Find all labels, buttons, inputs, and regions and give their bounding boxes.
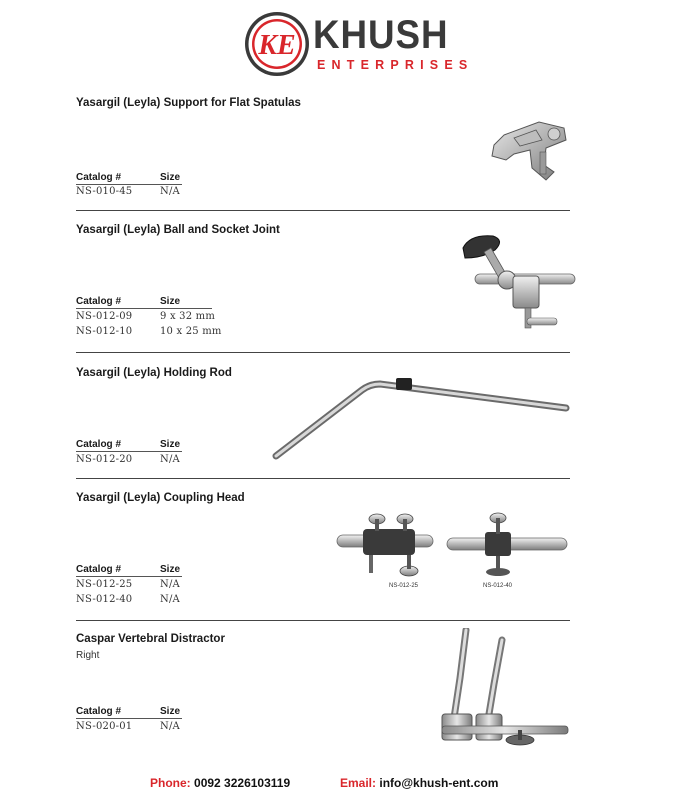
ball-socket-joint-image (455, 218, 580, 343)
company-logo (243, 10, 474, 78)
size-header: Size (160, 296, 181, 307)
ke-monogram-badge (243, 10, 311, 78)
catalog-cell: NS-012-09 (76, 311, 133, 322)
catalog-header: Catalog # (76, 172, 122, 183)
size-header: Size (160, 564, 181, 575)
size-cell: N/A (160, 186, 180, 197)
catalog-header: Catalog # (76, 564, 122, 575)
coupling-head-25-image (335, 505, 435, 580)
catalog-cell: NS-012-20 (76, 454, 133, 465)
product-title: Yasargil (Leyla) Ball and Socket Joint (76, 224, 280, 236)
section-divider (76, 210, 570, 211)
size-cell: N/A (160, 594, 180, 605)
logo-monogram-text: KE (258, 30, 296, 61)
size-cell: N/A (160, 721, 180, 732)
catalog-cell: NS-012-10 (76, 326, 133, 337)
image-caption: NS-012-25 (389, 583, 419, 589)
size-cell: N/A (160, 579, 180, 590)
product-title: Yasargil (Leyla) Support for Flat Spatulas (76, 97, 301, 109)
header-underline (76, 576, 182, 577)
header-underline (76, 451, 182, 452)
size-cell: 10 x 25 mm (160, 326, 222, 337)
size-header: Size (160, 172, 181, 183)
email-address[interactable]: info@khush-ent.com (379, 776, 499, 790)
size-header: Size (160, 706, 181, 717)
logo-tagline: ENTERPRISES (317, 58, 474, 72)
size-cell: 9 x 32 mm (160, 311, 216, 322)
section-divider (76, 620, 570, 621)
holding-rod-image (270, 372, 572, 464)
catalog-cell: NS-012-25 (76, 579, 133, 590)
product-subtitle: Right (76, 650, 100, 661)
product-title: Yasargil (Leyla) Holding Rod (76, 367, 232, 379)
email-label: Email: (340, 776, 377, 790)
header-underline (76, 184, 182, 185)
catalog-cell: NS-020-01 (76, 721, 133, 732)
size-cell: N/A (160, 454, 180, 465)
vertebral-distractor-image (432, 628, 572, 758)
catalog-cell: NS-012-40 (76, 594, 133, 605)
catalog-header: Catalog # (76, 296, 122, 307)
section-divider (76, 352, 570, 353)
image-caption: NS-012-40 (483, 583, 513, 589)
footer-phone (150, 776, 290, 790)
phone-number[interactable]: 0092 3226103119 (194, 776, 291, 790)
section-divider (76, 478, 570, 479)
product-title: Caspar Vertebral Distractor (76, 633, 225, 645)
logo-name: KHUSH (313, 13, 449, 57)
catalog-cell: NS-010-45 (76, 186, 133, 197)
catalog-header: Catalog # (76, 439, 122, 450)
coupling-head-40-image (445, 508, 570, 580)
footer-email (340, 776, 498, 790)
catalog-header: Catalog # (76, 706, 122, 717)
header-underline (76, 308, 212, 309)
header-underline (76, 718, 182, 719)
spatula-support-image (484, 110, 574, 185)
size-header: Size (160, 439, 181, 450)
product-title: Yasargil (Leyla) Coupling Head (76, 492, 245, 504)
phone-label: Phone: (150, 776, 191, 790)
